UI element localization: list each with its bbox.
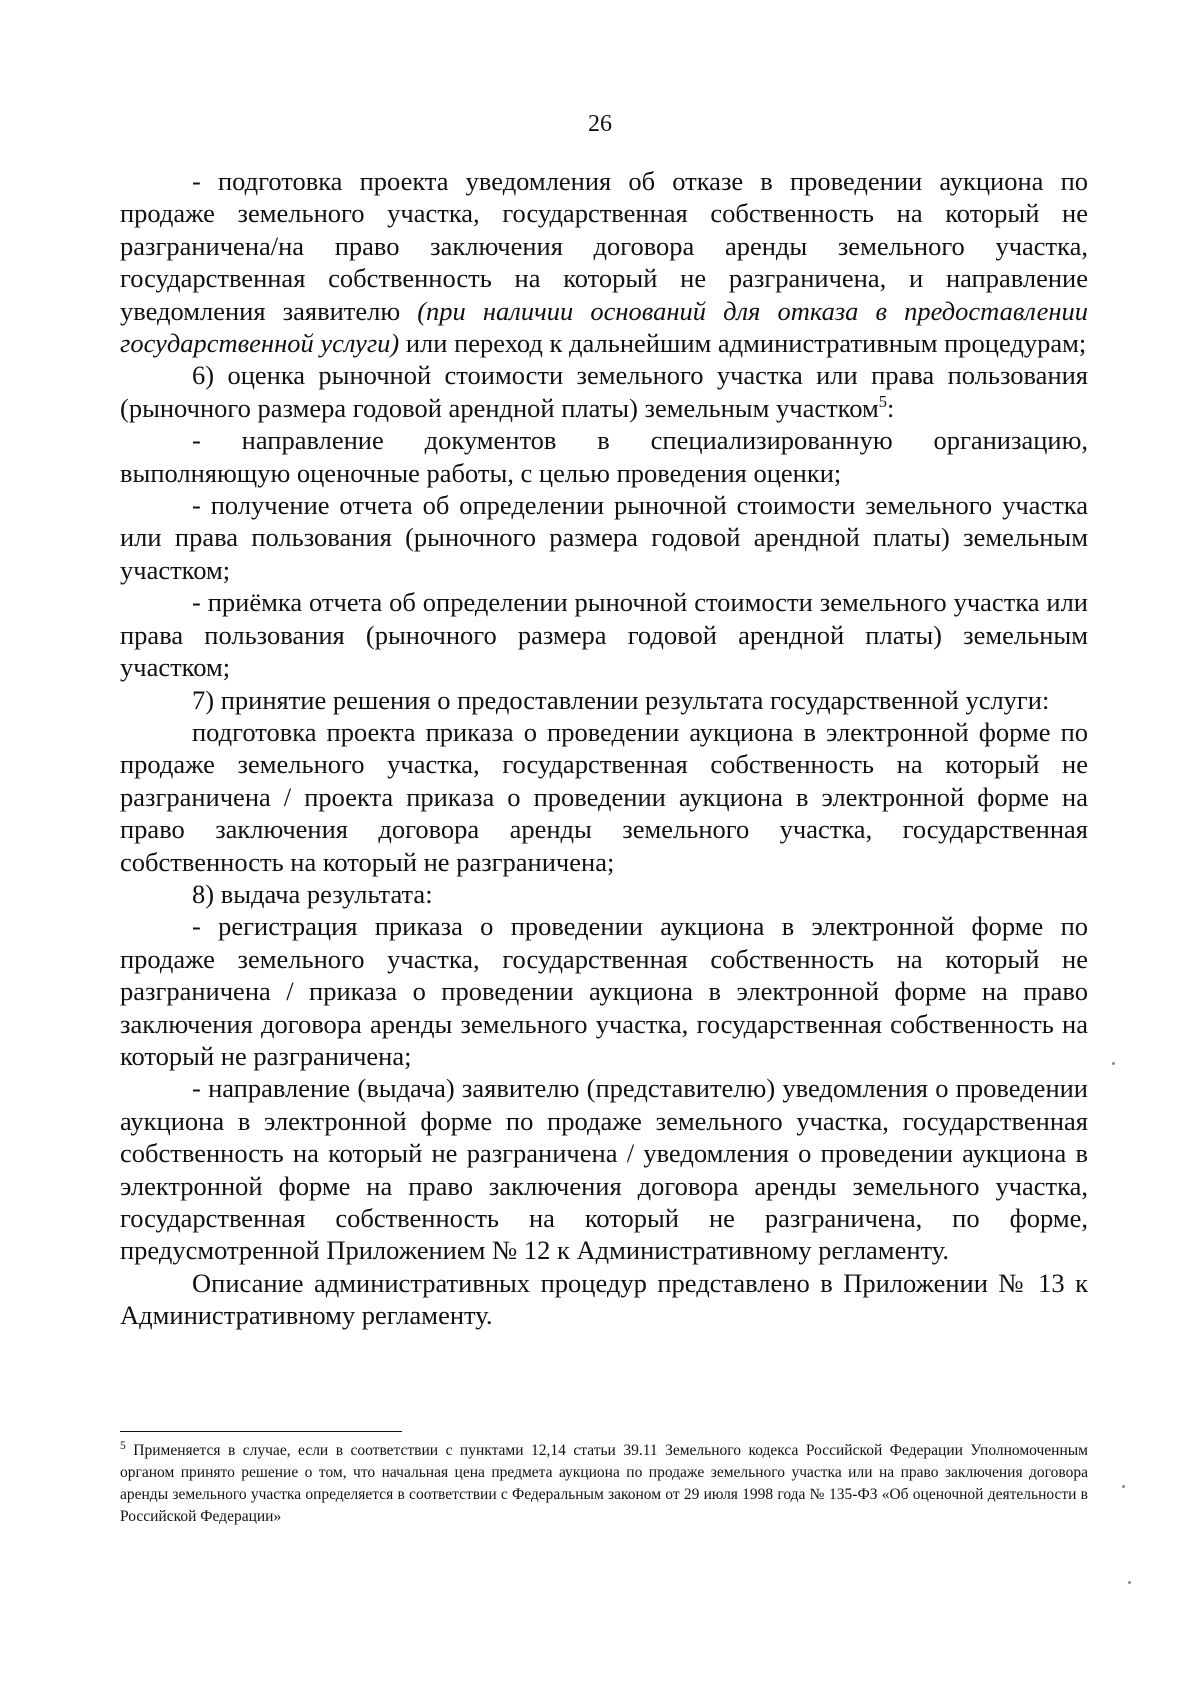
text-run: - приёмка отчета об определении рыночной стоимости земельного участка или права пользования (рыночного размера годовой арендной платы) земельным участком;	[120, 587, 1088, 683]
text-run: 8) выдача результата:	[192, 878, 433, 909]
text-run: - получение отчета об определении рыночной стоимости земельного участка или права пользования (рыночного размера годовой арендной платы) земельным участком;	[120, 490, 1088, 585]
footnote-separator	[120, 1431, 402, 1432]
paragraph-step-6-get-report	[120, 489, 1088, 586]
text-run: - направление (выдача) заявителю (представителю) уведомления о проведении аукциона в электронной форме по продаже земельного участка, государственная собственность на который не разграничена / уведомления о проведении аукциона в электронной форме на право заключения договора аренды земельного участка, государственная собственность на который не разграничена, по форме, предусмотренной Приложением № 12 к Административному регламенту.	[120, 1073, 1088, 1266]
footnote-marker: 5	[120, 1438, 126, 1452]
body-text	[120, 165, 1088, 1332]
text-run: 6) оценка рыночной стоимости земельного участка или права пользования (рыночного размера годовой арендной платы) земельным участком	[120, 360, 1088, 423]
paragraph-closing	[120, 1267, 1088, 1332]
page-number: 26	[588, 111, 612, 137]
italic-text: (при наличии оснований для отказа в предоставлении государственной услуги)	[120, 295, 1088, 359]
scan-speck	[1112, 1062, 1115, 1065]
paragraph-step-8	[120, 878, 1088, 910]
paragraph-step-7-prepare-order	[120, 716, 1088, 878]
text-run: Описание административных процедур представлено в Приложении № 13 к Административному регламенту.	[120, 1267, 1088, 1331]
text-run: - регистрация приказа о проведении аукциона в электронной форме по продаже земельного участка, государственная собственность на который не разграничена / приказа о проведении аукциона в электронной форме на право заключения договора аренды земельного участка, государственная собственность на который не разграничена;	[120, 911, 1088, 1071]
paragraph-notice-refusal	[120, 165, 1088, 359]
scan-speck	[1122, 1485, 1125, 1488]
text-run: или переход к дальнейшим административным процедурам;	[399, 328, 1087, 359]
paragraph-step-8-send-notice	[120, 1072, 1088, 1266]
paragraph-step-6	[120, 359, 1088, 424]
footnote-reference: 5	[878, 392, 887, 412]
paragraph-step-6-accept-report	[120, 586, 1088, 683]
text-run: :	[886, 392, 895, 423]
footnote	[120, 1440, 1088, 1528]
text-run: - направление документов в специализированную организацию, выполняющую оценочные работы, с целью проведения оценки;	[120, 425, 1088, 488]
text-run: подготовка проекта приказа о проведении аукциона в электронной форме по продаже земельного участка, государственная собственность на который не разграничена / проекта приказа о проведении аукциона в электронной форме на право заключения договора аренды земельного участка, государственная собственность на который не разграничена;	[120, 716, 1088, 877]
scan-speck	[1128, 1581, 1131, 1584]
paragraph-step-8-register-order	[120, 910, 1088, 1072]
paragraph-step-6-send-docs	[120, 424, 1088, 489]
paragraph-step-7	[120, 684, 1088, 716]
text-run: - подготовка проекта уведомления об отказе в проведении аукциона по продаже земельного участка, государственная собственность на который не разграничена/на право заключения договора аренды земельного участка, государственная собственность на который не разграничена, и направление уведомления заявителю	[120, 166, 1088, 326]
text-run: 7) принятие решения о предоставлении результата государственной услуги:	[192, 684, 1050, 715]
footnote-text: Применяется в случае, если в соответствии с пунктами 12,14 статьи 39.11 Земельного кодекса Российской Федерации Уполномоченным органом принято решение о том, что начальная цена предмета аукциона по продаже земельного участка или на право заключения договора аренды земельного участка определяется в соответствии с Федеральным законом от 29 июля 1998 года № 135-ФЗ «Об оценочной деятельности в Российской Федерации»	[120, 1442, 1088, 1525]
